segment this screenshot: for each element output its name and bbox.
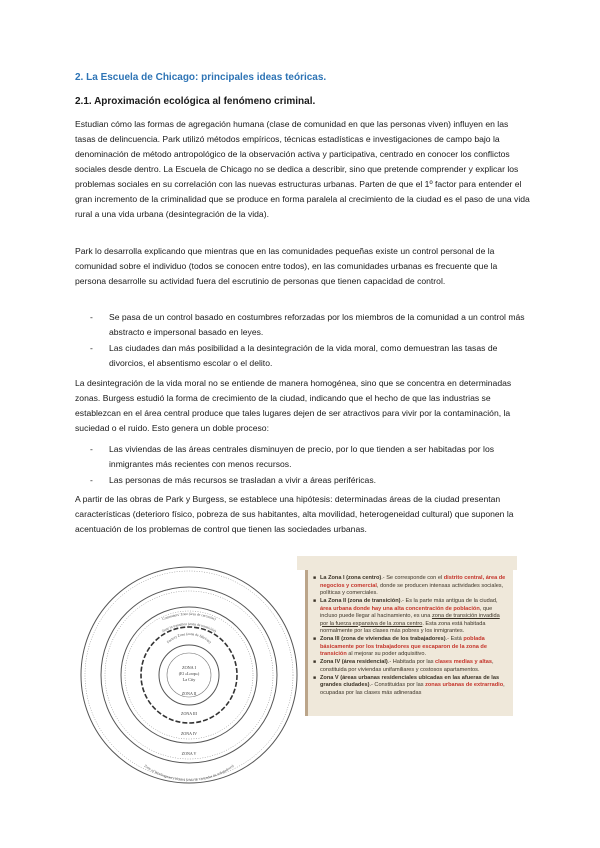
center-label-1: ZONA I [182,665,196,670]
zone-v-item: ■ Zona V (áreas urbanas residenciales ubicadas en las afueras de las grandes ciudades).- Constituidas por las zonas urbanas de extrarradio, ocupadas por las clases más adineradas [313,674,505,696]
zone-v-label: ZONA V [181,751,197,756]
paragraph-1: Estudian cómo las formas de agregación humana (clase de comunidad en que las personas viven) influyen en las tasas de delincuencia. Park utilizó métodos empíricos, técnicas estadísticas e investigaciones de campo bajo la denominación de método antropológico de la observación activa y participativa, centrado en conocer los conflictos sociales desde dentro. La Escuela de Chicago no se dedica a describir, sino que pretende comprender y explicar los problemas sociales en su correlación con las nuevas estructuras urbanas. Parten de que el 1º factor para entender el gran incremento de la criminalidad que se produce en forma paralela al crecimiento de la ciudad es el paso de una vida rural a una vida urbana (desintegración de la vida). [75,119,530,219]
list-item: - Las viviendas de las áreas centrales disminuyen de precio, por lo que tienden a ser habitadas por los inmigrantes más recientes con menos recursos. [90,444,495,469]
zones-box-header-strip [297,556,517,570]
list-item: - Se pasa de un control basado en costumbres reforzadas por los miembros de la comunidad a un control más abstracto e impersonal basado en leyes. [90,312,525,337]
bullet-list-2 [90,442,530,489]
ring-label-commuters: Commuters' Zone (área de cercanías) [161,611,217,622]
ring-label-workingmen: Zone of Workingmen's Homes (zona de viviendas de trabajadores) [143,763,235,783]
section-heading: 2. La Escuela de Chicago: principales ideas teóricas. [75,72,327,83]
zone-ii-item: ■ La Zona II (zona de transición).- Es la parte más antigua de la ciudad, área urbana donde hay una alta concentración de población, que incluso puede llegar al hacinamiento, es una zona de transición invadida por la fuerza expansiva de la zona centro. Esta zona está habitada normalmente por las clases más pobres y los inmigrantes. [313,598,500,634]
paragraph-3: La desintegración de la vida moral no se entiende de manera homogénea, sino que se concentra en determinadas zonas. Burgess estudió la forma de crecimiento de la ciudad, indicando que el hecho de que las industrias se establezcan en el área central produce que tales lugares dejen de ser atractivos para vivir por la contaminación, la suciedad o el ruido. Esto genera un doble proceso: [75,378,512,433]
zone-ii-label: ZONA II [181,691,197,696]
zone-iv-item: ■ Zona IV (área residencial).- Habitada por las clases medias y altas, constituida por viviendas unifamiliares y costosos apartamentos. [313,659,494,673]
subsection-heading: 2.1. Aproximación ecológica al fenómeno criminal. [75,96,316,107]
center-label-2: (El «Loop») [178,671,200,676]
list-item: - Las personas de más recursos se trasladan a vivir a áreas periféricas. [90,475,377,485]
zone-iii-label: ZONA III [181,711,197,716]
list-item: - Las ciudades dan más posibilidad a la desintegración de la vida moral, como demuestran las tasas de divorcios, el absentismo escolar o el delito. [90,343,498,368]
paragraph-4: A partir de las obras de Park y Burgess, se establece una hipótesis: determinadas áreas de la ciudad presentan características (deterioro físico, pobreza de sus habitantes, alta movilidad, heterogeneidad cultural) que suponen la acentuación de los problemas de control que tienen las sociedades urbanas. [75,494,514,534]
concentric-zones-diagram [75,555,303,795]
ring-label-factory: Factory Zone (zona de fábricas) [166,631,212,645]
paragraph-2: Park lo desarrolla explicando que mientras que en las comunidades pequeñas existe un control personal de la comunidad sobre el individuo (todos se conocen entre todos), en las comunidades urbanas es frecuente que la persona desarrolle su actividad fuera del escrutinio de personas que tienen capacidad de control. [75,246,498,286]
center-label-3: La City [182,677,196,682]
zone-iii-item: ■ Zona III (zona de viviendas de los trabajadores).- Está poblada básicamente por los trabajadores que escaparon de la zona de transición al mejorar su poder adquisitivo. [313,636,487,657]
zone-iv-label: ZONA IV [180,731,198,736]
zone-i-item: ■ La Zona I (zona centro).- Se corresponde con el distrito central, área de negocios y comercial, donde se producen intensas actividades sociales, políticas y comerciales. [313,575,506,596]
zones-description-box [305,570,513,716]
bullet-list-1 [90,310,530,372]
ring-label-transition: Zone in transition (zona de transición) [161,621,217,634]
